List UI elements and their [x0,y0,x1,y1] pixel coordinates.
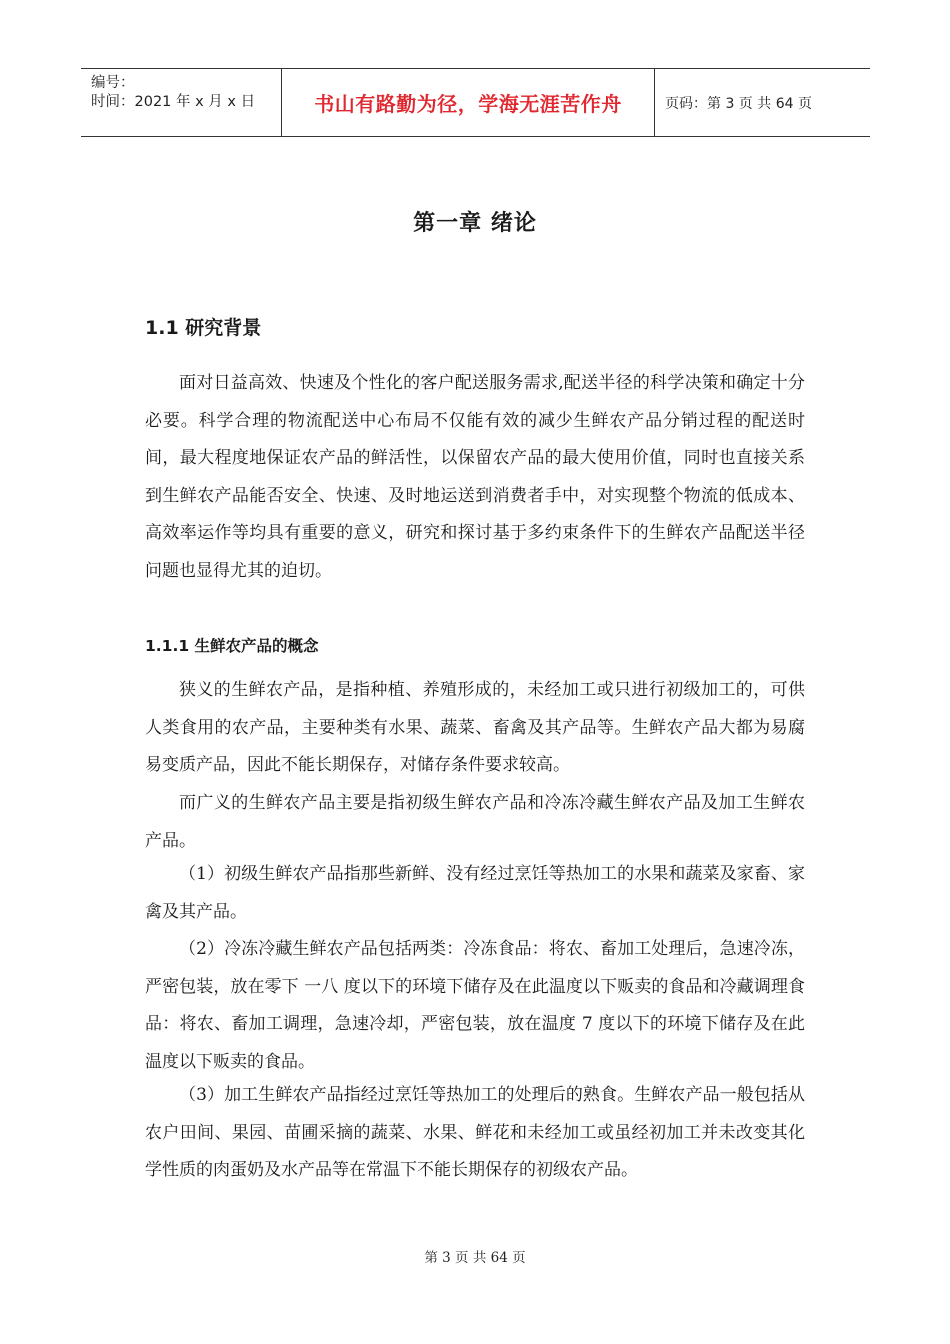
page-footer: 第 3 页 共 64 页 [424,1250,526,1266]
list-item-3: （3）加工生鲜农产品指经过烹饪等热加工的处理后的熟食。生鲜农产品一般包括从农户田间、果园、苗圃采摘的蔬菜、水果、鲜花和未经加工或虽经初加工并未改变其化学性质的肉蛋奶及水产品等在常温下不能长期保存的初级农产品。 [145,1085,805,1181]
subsection-title: 1.1.1 生鲜农产品的概念 [145,637,319,655]
document-header [81,68,870,137]
section-paragraph: 面对日益高效、快速及个性化的客户配送服务需求,配送半径的科学决策和确定十分必要。科学合理的物流配送中心布局不仅能有效的减少生鲜农产品分销过程的配送时间，最大程度地保证农产品的鲜活性，以保留农产品的最大使用价值，同时也直接关系到生鲜农产品能否安全、快速、及时地运送到消费者手中，对实现整个物流的低成本、高效率运作等均具有重要的意义，研究和探讨基于多约束条件下的生鲜农产品配送半径问题也显得尤其的迫切。 [145,373,805,581]
list-item-1: （1）初级生鲜农产品指那些新鲜、没有经过烹饪等热加工的水果和蔬菜及家畜、家禽及其产品。 [145,864,805,922]
header-page-info: 页码：第 3 页 共 64 页 [665,95,812,112]
chapter-title: 第一章 绪论 [413,211,537,236]
serial-label: 编号： [91,75,135,91]
date-line: 时间：2021 年 x 月 x 日 [91,94,256,110]
paragraph-narrow-definition: 狭义的生鲜农产品，是指种植、养殖形成的，未经加工或只进行初级加工的，可供人类食用的农产品，主要种类有水果、蔬菜、畜禽及其产品等。生鲜农产品大都为易腐易变质产品，因此不能长期保存，对储存条件要求较高。 [145,680,805,776]
paragraph-broad-definition: 而广义的生鲜农产品主要是指初级生鲜农产品和冷冻冷藏生鲜农产品及加工生鲜农产品。 [145,793,805,851]
list-item-2: （2）冷冻冷藏生鲜农产品包括两类：冷冻食品：将农、畜加工处理后，急速冷冻，严密包装，放在零下 一八 度以下的环境下储存及在此温度以下贩卖的食品和冷藏调理食品：将农、畜加工调理，急速冷却，严密包装，放在温度 7 度以下的环境下储存及在此温度以下贩卖的食品。 [145,939,805,1072]
header-motto: 书山有路勤为径，学海无涯苦作舟 [281,69,655,136]
header-meta [81,69,281,136]
section-title: 1.1 研究背景 [145,317,262,339]
